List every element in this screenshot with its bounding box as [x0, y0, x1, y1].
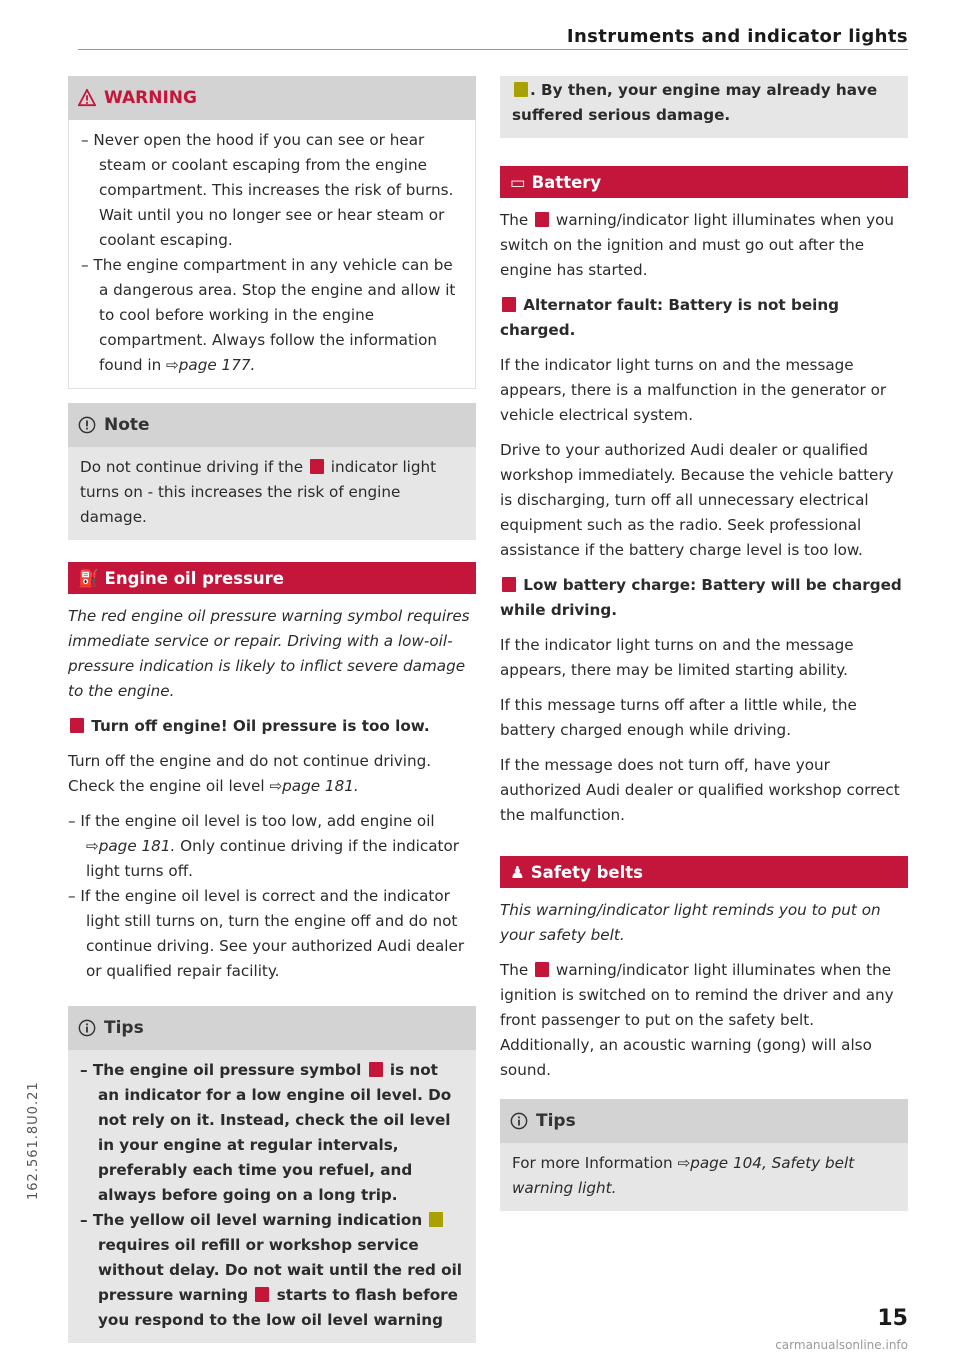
info-circle-icon: [510, 1112, 528, 1130]
document-code: 162.561.8U0.21: [26, 1081, 41, 1200]
battery-message-2: Low battery charge: Battery will be charged while driving.: [500, 576, 902, 619]
battery-icon: ▭: [510, 172, 526, 192]
tips-header-2: Tips: [500, 1099, 908, 1143]
battery-p5: If this message turns off after a little while, the battery charged enough while driving.: [500, 696, 857, 739]
battery-warning-icon: [535, 212, 549, 227]
warning-item-1: – Never open the hood if you can see or hear steam or coolant escaping from the engine compartment. This increases the risk of burns. Wait until you no longer see or hear steam or coolant escaping.: [81, 131, 454, 249]
battery-message-1: Alternator fault: Battery is not being charged.: [500, 296, 840, 339]
warning-title: WARNING: [104, 87, 197, 108]
oil-page-link-1[interactable]: ⇨page 181.: [269, 777, 359, 795]
oil-pressure-icon: [369, 1062, 383, 1077]
warning-page-link[interactable]: ⇨page 177.: [166, 356, 256, 374]
oil-page-link-2[interactable]: ⇨page 181.: [86, 837, 176, 855]
watermark: carmanualsonline.info: [775, 1338, 908, 1352]
battery-p1: The warning/indicator light illuminates when you switch on the ignition and must go out after the engine has started.: [500, 211, 895, 279]
page-number: 15: [877, 1306, 908, 1331]
note-box: [68, 403, 476, 540]
oil-level-icon: [429, 1212, 443, 1227]
info-circle-icon: [78, 1019, 96, 1037]
tips-box-2: [500, 1099, 908, 1211]
oil-level-icon: [514, 82, 528, 97]
tips1-continuation: . By then, your engine may already have suffered serious damage.: [512, 81, 878, 124]
oil-pressure-icon: [70, 718, 84, 733]
battery-warning-icon: [502, 577, 516, 592]
exclamation-circle-icon: [78, 416, 96, 434]
oil-bullet-1: – If the engine oil level is too low, add engine oil ⇨page 181. Only continue driving if the indicator light turns off.: [68, 812, 460, 880]
warning-item-2: – The engine compartment in any vehicle can be a dangerous area. Stop the engine and allow it to cool before working in the engine compartment. Always follow the information found in ⇨page 177.: [81, 256, 456, 374]
running-header: Instruments and indicator lights: [566, 26, 908, 47]
oil-pressure-icon: [255, 1287, 269, 1302]
header-rule: [78, 49, 908, 50]
battery-warning-icon: [502, 297, 516, 312]
oil-can-icon: ⛽: [78, 568, 99, 588]
note-title: Note: [104, 414, 150, 435]
warning-header: [68, 76, 476, 120]
battery-p6: If the message does not turn off, have your authorized Audi dealer or qualified workshop correct the malfunction.: [500, 756, 900, 824]
oil-intro: The red engine oil pressure warning symbol requires immediate service or repair. Driving with a low-oil-pressure indication is likely to inflict severe damage to the engine.: [68, 607, 470, 700]
oil-bullet-2: – If the engine oil level is correct and the indicator light still turns on, turn the engine off and do not continue driving. See your authorized Audi dealer or qualified repair facility.: [68, 887, 465, 980]
battery-heading: ▭ Battery: [500, 166, 908, 198]
oil-pressure-heading: ⛽ Engine oil pressure: [68, 562, 476, 594]
seatbelt-warning-icon: [535, 962, 549, 977]
battery-p3: Drive to your authorized Audi dealer or qualified workshop immediately. Because the vehicle battery is discharging, turn off all unnecessary electrical equipment such as the radio. Seek professional assistance if the battery charge level is too low.: [500, 441, 894, 559]
note-header: [68, 403, 476, 447]
note-text: Do not continue driving if the indicator light turns on - this increases the risk of engine damage.: [80, 458, 437, 526]
battery-p2: If the indicator light turns on and the message appears, there is a malfunction in the generator or vehicle electrical system.: [500, 356, 887, 424]
tips1-item-2: – The yellow oil level warning indication requires oil refill or workshop service without delay. Do not wait until the red oil pressure warning starts to flash before you respond to the low oil level warning: [80, 1211, 463, 1329]
tips1-item-1: – The engine oil pressure symbol is not an indicator for a low engine oil level. Do not rely on it. Instead, check the oil level in your engine at regular intervals, preferably each time you refuel, and always before going on a long trip.: [80, 1061, 452, 1204]
seatbelt-icon: ♟: [510, 862, 525, 882]
tips-box-1: [68, 1006, 476, 1343]
oil-p1: Turn off the engine and do not continue driving. Check the engine oil level ⇨page 181.: [68, 752, 432, 795]
tips-box-1-continued: [500, 76, 908, 138]
safety-belt-page-link[interactable]: ⇨page 104, Safety belt warning light.: [512, 1154, 855, 1197]
safety-belts-heading: ♟ Safety belts: [500, 856, 908, 888]
battery-p4: If the indicator light turns on and the message appears, there may be limited starting ability.: [500, 636, 854, 679]
right-column: [500, 76, 908, 1211]
warning-triangle-icon: [78, 89, 96, 107]
belts-p1: The warning/indicator light illuminates when the ignition is switched on to remind the driver and any front passenger to put on the safety belt. Additionally, an acoustic warning (gong) will also sound.: [500, 961, 894, 1079]
left-column: [68, 76, 476, 1343]
tips-header-1: Tips: [68, 1006, 476, 1050]
oil-message: Turn off engine! Oil pressure is too low.: [68, 714, 476, 739]
belts-intro: This warning/indicator light reminds you to put on your safety belt.: [500, 901, 881, 944]
coolant-warning-icon: [310, 459, 324, 474]
warning-box: [68, 76, 476, 389]
tips2-text: For more Information ⇨page 104, Safety belt warning light.: [512, 1154, 855, 1197]
